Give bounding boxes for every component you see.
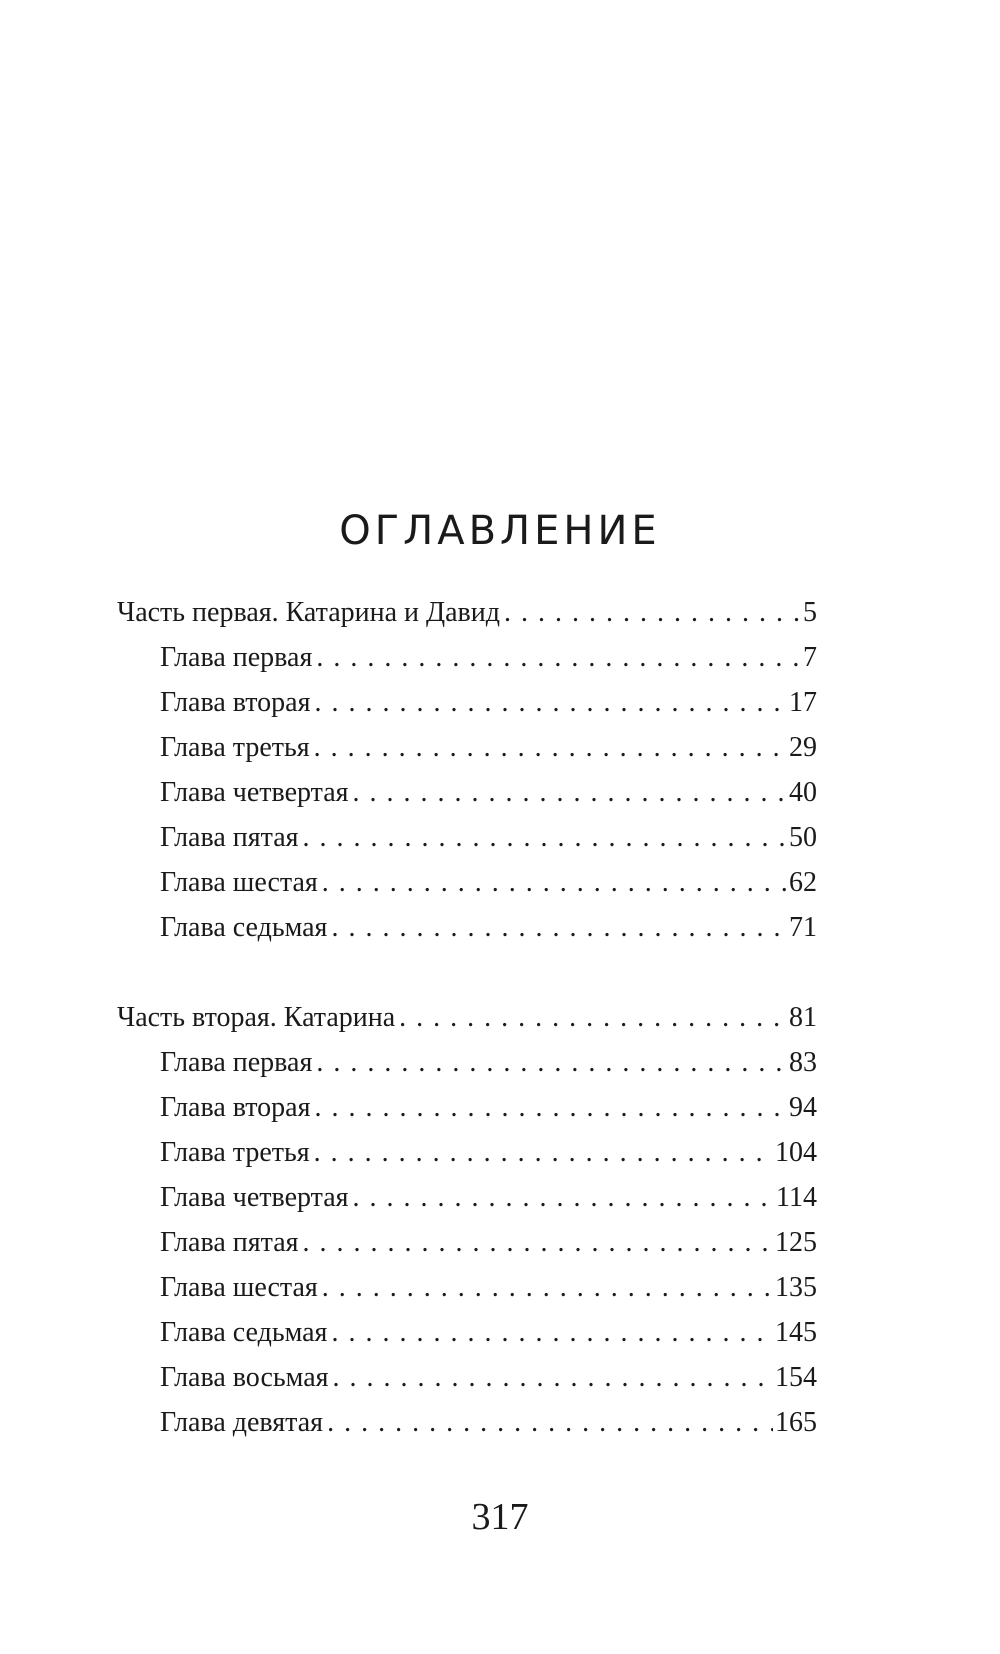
toc-chapter-entry[interactable] <box>117 1175 817 1220</box>
toc-entry-label: Глава восьмая <box>160 1362 329 1393</box>
toc-chapter-entry[interactable] <box>117 1355 817 1400</box>
dot-leader <box>331 905 787 950</box>
toc-entry-page: 125 <box>775 1227 817 1258</box>
toc-entry-page: 62 <box>789 867 817 898</box>
toc-chapter-entry[interactable] <box>117 860 817 905</box>
toc-chapter-entry[interactable] <box>117 680 817 725</box>
page-title: ОГЛАВЛЕНИЕ <box>339 508 661 554</box>
toc-part-2 <box>117 995 817 1445</box>
dot-leader <box>314 725 787 770</box>
toc-entry-page: 165 <box>775 1407 817 1438</box>
toc-entry-page: 154 <box>775 1362 817 1393</box>
toc-entry-label: Глава пятая <box>160 822 299 853</box>
toc-entry-page: 71 <box>789 912 817 943</box>
toc-entry-page: 17 <box>789 687 817 718</box>
toc-entry-page: 29 <box>789 732 817 763</box>
dot-leader <box>327 1400 773 1445</box>
page-number: 317 <box>471 1496 529 1538</box>
toc-part-entry[interactable] <box>117 995 817 1040</box>
dot-leader <box>322 1265 773 1310</box>
table-of-contents <box>117 590 817 1490</box>
toc-entry-label: Глава шестая <box>160 1272 318 1303</box>
dot-leader <box>316 1040 787 1085</box>
toc-entry-page: 114 <box>776 1182 817 1213</box>
toc-chapter-entry[interactable] <box>117 770 817 815</box>
toc-entry-label: Глава первая <box>160 1047 313 1078</box>
toc-entry-label: Глава третья <box>160 732 310 763</box>
dot-leader <box>314 1130 773 1175</box>
dot-leader <box>333 1355 773 1400</box>
toc-chapter-entry[interactable] <box>117 635 817 680</box>
dot-leader <box>314 680 787 725</box>
toc-entry-page: 40 <box>789 777 817 808</box>
toc-entry-label: Глава четвертая <box>160 1182 349 1213</box>
toc-entry-page: 5 <box>803 597 817 628</box>
dot-leader <box>303 815 787 860</box>
toc-entry-label: Глава шестая <box>160 867 318 898</box>
toc-entry-page: 83 <box>789 1047 817 1078</box>
dot-leader <box>331 1310 773 1355</box>
toc-part-1 <box>117 590 817 950</box>
toc-chapter-entry[interactable] <box>117 905 817 950</box>
toc-chapter-entry[interactable] <box>117 1040 817 1085</box>
toc-chapter-entry[interactable] <box>117 1085 817 1130</box>
dot-leader <box>316 635 801 680</box>
toc-entry-page: 81 <box>789 1002 817 1033</box>
toc-chapter-entry[interactable] <box>117 725 817 770</box>
toc-entry-page: 135 <box>775 1272 817 1303</box>
toc-entry-label: Глава девятая <box>160 1407 324 1438</box>
toc-chapter-entry[interactable] <box>117 1310 817 1355</box>
dot-leader <box>314 1085 787 1130</box>
toc-entry-label: Глава вторая <box>160 1092 311 1123</box>
toc-chapter-entry[interactable] <box>117 815 817 860</box>
toc-entry-label: Глава первая <box>160 642 313 673</box>
dot-leader <box>322 860 787 905</box>
toc-entry-label: Глава вторая <box>160 687 311 718</box>
dot-leader <box>504 590 801 635</box>
toc-entry-label: Часть первая. Катарина и Давид <box>117 597 501 628</box>
toc-chapter-entry[interactable] <box>117 1400 817 1445</box>
toc-entry-label: Глава седьмая <box>160 912 328 943</box>
toc-chapter-entry[interactable] <box>117 1265 817 1310</box>
dot-leader <box>399 995 787 1040</box>
dot-leader <box>353 770 787 815</box>
toc-chapter-entry[interactable] <box>117 1130 817 1175</box>
dot-leader <box>303 1220 773 1265</box>
toc-entry-page: 94 <box>789 1092 817 1123</box>
toc-entry-page: 145 <box>775 1317 817 1348</box>
toc-part-entry[interactable] <box>117 590 817 635</box>
toc-entry-label: Глава третья <box>160 1137 310 1168</box>
toc-chapter-entry[interactable] <box>117 1220 817 1265</box>
toc-entry-label: Глава седьмая <box>160 1317 328 1348</box>
toc-entry-label: Часть вторая. Катарина <box>117 1002 396 1033</box>
toc-entry-label: Глава четвертая <box>160 777 349 808</box>
dot-leader <box>353 1175 775 1220</box>
toc-entry-page: 50 <box>789 822 817 853</box>
toc-entry-page: 7 <box>803 642 817 673</box>
toc-entry-page: 104 <box>775 1137 817 1168</box>
toc-entry-label: Глава пятая <box>160 1227 299 1258</box>
